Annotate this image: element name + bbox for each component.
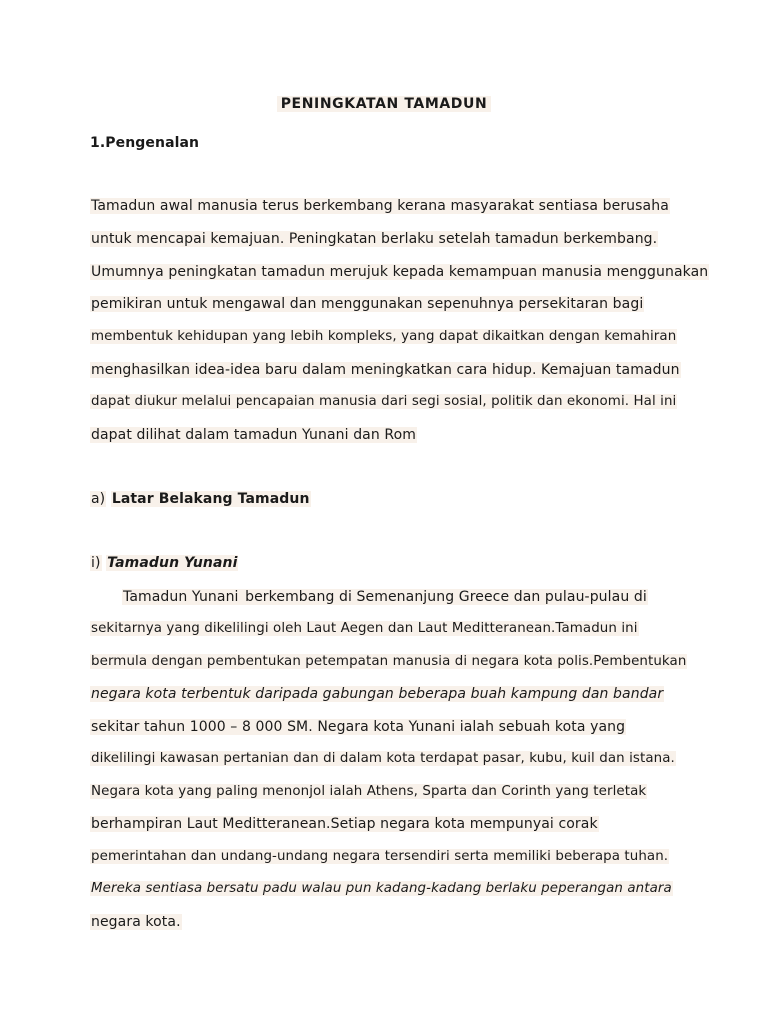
intro-line-6 <box>90 360 681 380</box>
yunani-text: berkembang di Semenanjung Greece dan pulau-pulau di <box>240 589 647 605</box>
yunani-line-1 <box>122 587 648 607</box>
yunani-line-5 <box>90 717 626 737</box>
yunani-line-11 <box>90 912 182 932</box>
yunani-text: Negara kota yang paling menonjol ialah Athens, Sparta dan Corinth yang terletak <box>91 784 647 799</box>
yunani-line-4 <box>90 684 664 704</box>
page-title <box>0 94 768 114</box>
subsection-heading-text: Latar Belakang Tamadun <box>111 491 310 507</box>
yunani-text: Mereka sentiasa bersatu padu walau pun kadang-kadang berlaku peperangan antara <box>91 881 672 896</box>
subsection-heading-text: Tamadun Yunani <box>107 555 238 571</box>
section-heading-pengenalan <box>90 133 199 153</box>
yunani-line-6 <box>90 749 676 769</box>
yunani-text: negara kota. <box>91 914 181 930</box>
subsection-prefix: a) <box>91 491 106 507</box>
intro-line-7 <box>90 392 677 412</box>
intro-text: Tamadun awal manusia terus berkembang kerana masyarakat sentiasa berusaha <box>91 198 669 214</box>
yunani-line-3 <box>90 652 687 672</box>
intro-text: untuk mencapai kemajuan. Peningkatan berlaku setelah tamadun berkembang. <box>91 231 658 247</box>
intro-text: Umumnya peningkatan tamadun merujuk kepada kemampuan manusia menggunakan <box>91 264 709 280</box>
intro-text: menghasilkan idea-idea baru dalam meningkatkan cara hidup. Kemajuan tamadun <box>91 362 680 378</box>
subsection-prefix: i) <box>91 555 101 571</box>
intro-text: dapat dilihat dalam tamadun Yunani dan Rom <box>91 427 416 443</box>
intro-line-2 <box>90 229 658 249</box>
intro-text: dapat diukur melalui pencapaian manusia dari segi sosial, politik dan ekonomi. Hal ini <box>91 394 677 409</box>
intro-line-4 <box>90 294 644 314</box>
yunani-line-2 <box>90 619 639 639</box>
intro-text: membentuk kehidupan yang lebih kompleks, yang dapat dikaitkan dengan kemahiran <box>91 329 677 344</box>
yunani-line-9 <box>90 847 669 867</box>
yunani-text: pemerintahan dan undang-undang negara tersendiri serta memiliki beberapa tuhan. <box>91 849 669 864</box>
intro-line-8 <box>90 425 417 445</box>
yunani-text: berhampiran Laut Meditteranean.Setiap negara kota mempunyai corak <box>91 816 598 832</box>
yunani-line-7 <box>90 782 647 802</box>
yunani-line-10 <box>90 879 673 899</box>
page-title-text: PENINGKATAN TAMADUN <box>277 96 492 112</box>
intro-line-5 <box>90 327 677 347</box>
intro-line-1 <box>90 196 670 216</box>
yunani-line-8 <box>90 814 599 834</box>
intro-line-3 <box>90 262 709 282</box>
yunani-text: sekitarnya yang dikelilingi oleh Laut Aegen dan Laut Meditteranean.Tamadun ini <box>91 621 638 636</box>
subsection-heading-latar-belakang <box>90 489 311 509</box>
yunani-text: sekitar tahun 1000 – 8 000 SM. Negara kota Yunani ialah sebuah kota yang <box>91 719 626 735</box>
section-heading-text: 1.Pengenalan <box>90 135 200 151</box>
yunani-lead-text: Tamadun Yunani <box>123 589 239 605</box>
intro-text: pemikiran untuk mengawal dan menggunakan sepenuhnya persekitaran bagi <box>91 296 644 312</box>
yunani-text: negara kota terbentuk daripada gabungan beberapa buah kampung dan bandar <box>91 686 664 702</box>
yunani-text: dikelilingi kawasan pertanian dan di dalam kota terdapat pasar, kubu, kuil dan istana. <box>91 751 675 766</box>
subsection-heading-tamadun-yunani <box>90 553 238 573</box>
yunani-text: bermula dengan pembentukan petempatan manusia di negara kota polis.Pembentukan <box>91 654 687 669</box>
